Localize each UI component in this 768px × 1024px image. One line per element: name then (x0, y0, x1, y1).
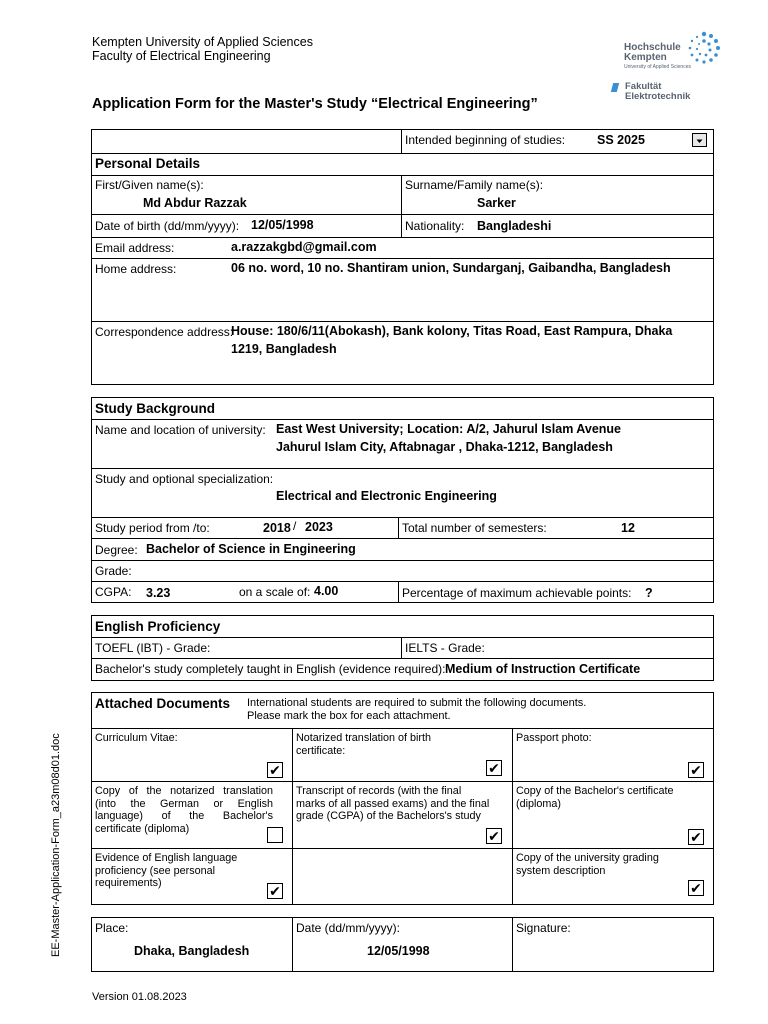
correspondence-address-line2[interactable]: 1219, Bangladesh (231, 342, 337, 356)
first-name-label: First/Given name(s): (95, 178, 204, 192)
percentage-label: Percentage of maximum achievable points: (402, 586, 632, 600)
study-period-from[interactable]: 2018 (263, 521, 291, 535)
home-address-value[interactable]: 06 no. word, 10 no. Shantiram union, Sundarganj, Gaibandha, Bangladesh (231, 261, 671, 275)
cgpa-label: CGPA: (95, 585, 132, 599)
scale-label: on a scale of: (239, 585, 311, 599)
correspondence-address-label: Correspondence address: (95, 325, 234, 339)
bachelor-copy-label: Copy of the Bachelor's certificate (diploma) (516, 785, 674, 810)
birth-certificate-label: Notarized translation of birth certificate: (296, 732, 432, 757)
degree-label: Degree: (95, 543, 138, 557)
date-label: Date (dd/mm/yyyy): (296, 921, 401, 935)
chevron-down-icon (693, 135, 706, 147)
cv-label: Curriculum Vitae: (95, 732, 178, 744)
attached-documents-note-1: International students are required to submit the following documents. (247, 697, 587, 709)
version-text: Version 01.08.2023 (92, 991, 187, 1003)
grading-system-checkbox[interactable]: ✔ (688, 880, 704, 896)
study-background-heading: Study Background (95, 401, 216, 416)
intended-beginning-label: Intended beginning of studies: (405, 133, 566, 147)
correspondence-address-line1[interactable]: House: 180/6/11(Abokash), Bank kolony, Titas Road, East Rampura, Dhaka (231, 324, 673, 338)
side-filename: EE-Master-Application-Form_a23m08d01.doc (50, 733, 62, 957)
grading-system-label: Copy of the university grading system description (516, 852, 659, 877)
specialization-value[interactable]: Electrical and Electronic Engineering (276, 489, 497, 503)
attached-documents-note-2: Please mark the box for each attachment. (247, 710, 451, 722)
cgpa-value[interactable]: 3.23 (146, 586, 171, 600)
faculty-logo: Fakultät Elektrotechnik (612, 82, 722, 104)
dob-label: Date of birth (dd/mm/yyyy): (95, 219, 240, 233)
grade-label: Grade: (95, 564, 132, 578)
personal-details-heading: Personal Details (95, 156, 201, 171)
place-value[interactable]: Dhaka, Bangladesh (134, 944, 250, 958)
signature-label: Signature: (516, 921, 571, 935)
university-logo: Hochschule Kempten University of Applied Sciences (624, 30, 734, 76)
date-value[interactable]: 12/05/1998 (367, 944, 430, 958)
semesters-value[interactable]: 12 (621, 521, 635, 535)
scale-value[interactable]: 4.00 (314, 584, 339, 598)
place-label: Place: (95, 921, 129, 935)
intended-dropdown[interactable] (692, 133, 707, 147)
passport-photo-label: Passport photo: (516, 732, 592, 744)
university-line1[interactable]: East West University; Location: A/2, Jahurul Islam Avenue (276, 422, 622, 436)
nationality-value[interactable]: Bangladeshi (477, 219, 552, 233)
cv-checkbox[interactable]: ✔ (267, 762, 283, 778)
english-taught-value[interactable]: Medium of Instruction Certificate (445, 662, 641, 676)
semesters-label: Total number of semesters: (402, 521, 547, 535)
english-evidence-label: Evidence of English language proficiency (see personal requirements) (95, 852, 238, 889)
transcript-checkbox[interactable]: ✔ (486, 828, 502, 844)
email-value[interactable]: a.razzakgbd@gmail.com (231, 240, 377, 254)
attached-documents-heading: Attached Documents (95, 696, 231, 711)
faculty-name: Faculty of Electrical Engineering (92, 49, 271, 63)
study-period-separator: / (293, 519, 297, 533)
university-name: Kempten University of Applied Sciences (92, 35, 313, 49)
email-label: Email address: (95, 241, 175, 255)
first-name-value[interactable]: Md Abdur Razzak (143, 196, 247, 210)
translation-checkbox[interactable] (267, 827, 283, 843)
intended-beginning-value[interactable]: SS 2025 (597, 133, 645, 147)
degree-value[interactable]: Bachelor of Science in Engineering (146, 542, 356, 556)
english-proficiency-heading: English Proficiency (95, 619, 221, 634)
dob-value[interactable]: 12/05/1998 (251, 218, 314, 232)
home-address-label: Home address: (95, 262, 177, 276)
passport-photo-checkbox[interactable]: ✔ (688, 762, 704, 778)
university-label: Name and location of university: (95, 423, 266, 437)
surname-label: Surname/Family name(s): (405, 178, 544, 192)
english-taught-label: Bachelor's study completely taught in English (evidence required): (95, 662, 446, 676)
birth-certificate-checkbox[interactable]: ✔ (486, 760, 502, 776)
transcript-label: Transcript of records (with the final marks of all passed exams) and the final grade (CGPA) of the Bachelors's study (296, 785, 490, 822)
hochschule-swirl-icon (684, 30, 724, 66)
percentage-value[interactable]: ? (645, 586, 653, 600)
ielts-label: IELTS - Grade: (405, 641, 485, 655)
surname-value[interactable]: Sarker (477, 196, 516, 210)
study-period-to[interactable]: 2023 (305, 520, 333, 534)
nationality-label: Nationality: (405, 219, 465, 233)
toefl-label: TOEFL (IBT) - Grade: (95, 641, 211, 655)
page-title: Application Form for the Master's Study “Electrical Engineering” (92, 96, 538, 112)
translation-label: Copy of the notarized translation (into the German or English language) of the Bachelor's certificate (diploma) (95, 785, 273, 835)
specialization-label: Study and optional specialization: (95, 472, 274, 486)
university-line2[interactable]: Jahurul Islam City, Aftabnagar , Dhaka-1212, Bangladesh (276, 440, 613, 454)
study-period-label: Study period from /to: (95, 521, 210, 535)
bachelor-copy-checkbox[interactable]: ✔ (688, 829, 704, 845)
english-evidence-checkbox[interactable]: ✔ (267, 883, 283, 899)
